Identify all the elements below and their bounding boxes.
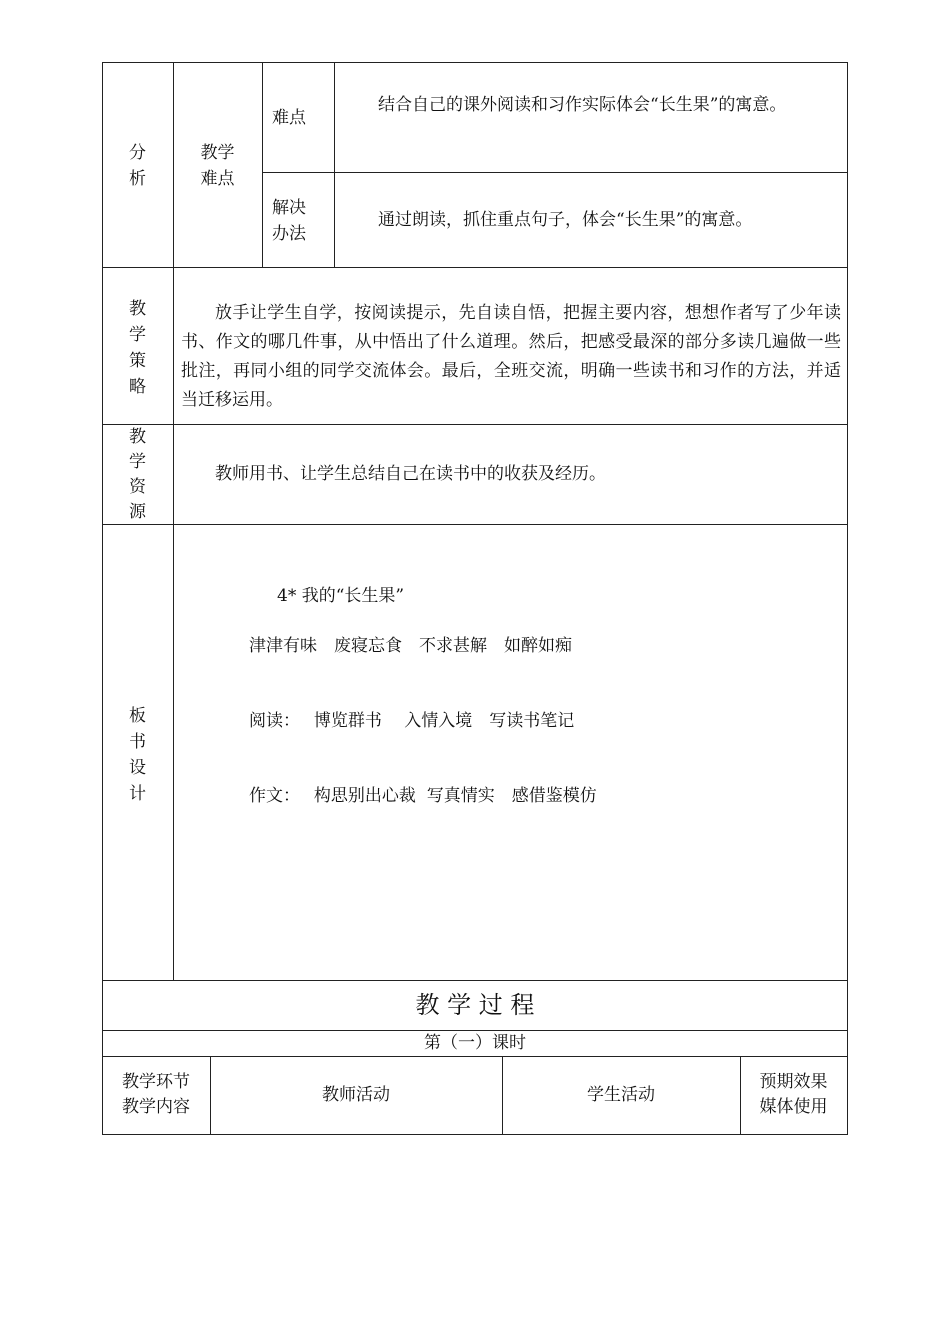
difficulty-group-label: 教学 难点 bbox=[200, 143, 235, 189]
header-col-teacher: 教师活动 bbox=[322, 1085, 390, 1105]
strategy-text: 放手让学生自学，按阅读提示，先自读自悟，把握主要内容，想想作者写了少年读书、作文的哪几件事，从中悟出了什么道理。然后，把感受最深的部分多读几遍做一些批注，再同小组的同学交流体会。最后，全班交流，明确一些读书和习作的方法，并适当迁移运用。 bbox=[181, 303, 841, 410]
difficulty-text: 结合自己的课外阅读和习作实际体会“长生果”的寓意。 bbox=[378, 95, 787, 115]
resources-label: 教 学 资 源 bbox=[129, 427, 146, 522]
solution-label: 解决 办法 bbox=[272, 198, 306, 244]
header-col-section: 教学环节 教学内容 bbox=[122, 1072, 190, 1117]
board-line-1: 津津有味 废寝忘食 不求甚解 如醉如痴 bbox=[249, 636, 572, 656]
board-title: 4* 我的“长生果” bbox=[277, 586, 405, 606]
session-label: 第（一）课时 bbox=[424, 1033, 526, 1053]
board-line-2: 阅读： 博览群书 入情入境 写读书笔记 bbox=[249, 711, 575, 731]
header-col-student: 学生活动 bbox=[587, 1085, 655, 1105]
solution-text: 通过朗读，抓住重点句子，体会“长生果”的寓意。 bbox=[378, 210, 753, 230]
process-title: 教 学 过 程 bbox=[415, 991, 535, 1019]
strategy-label: 教 学 策 略 bbox=[129, 299, 146, 397]
board-label: 板 书 设 计 bbox=[129, 706, 146, 804]
analysis-label: 分 析 bbox=[129, 143, 146, 189]
difficulty-label: 难点 bbox=[272, 108, 306, 128]
board-line-3: 作文： 构思别出心裁 写真情实 感借鉴模仿 bbox=[249, 786, 597, 806]
resources-text: 教师用书、让学生总结自己在读书中的收获及经历。 bbox=[215, 464, 606, 484]
header-col-effect: 预期效果 媒体使用 bbox=[759, 1072, 828, 1117]
